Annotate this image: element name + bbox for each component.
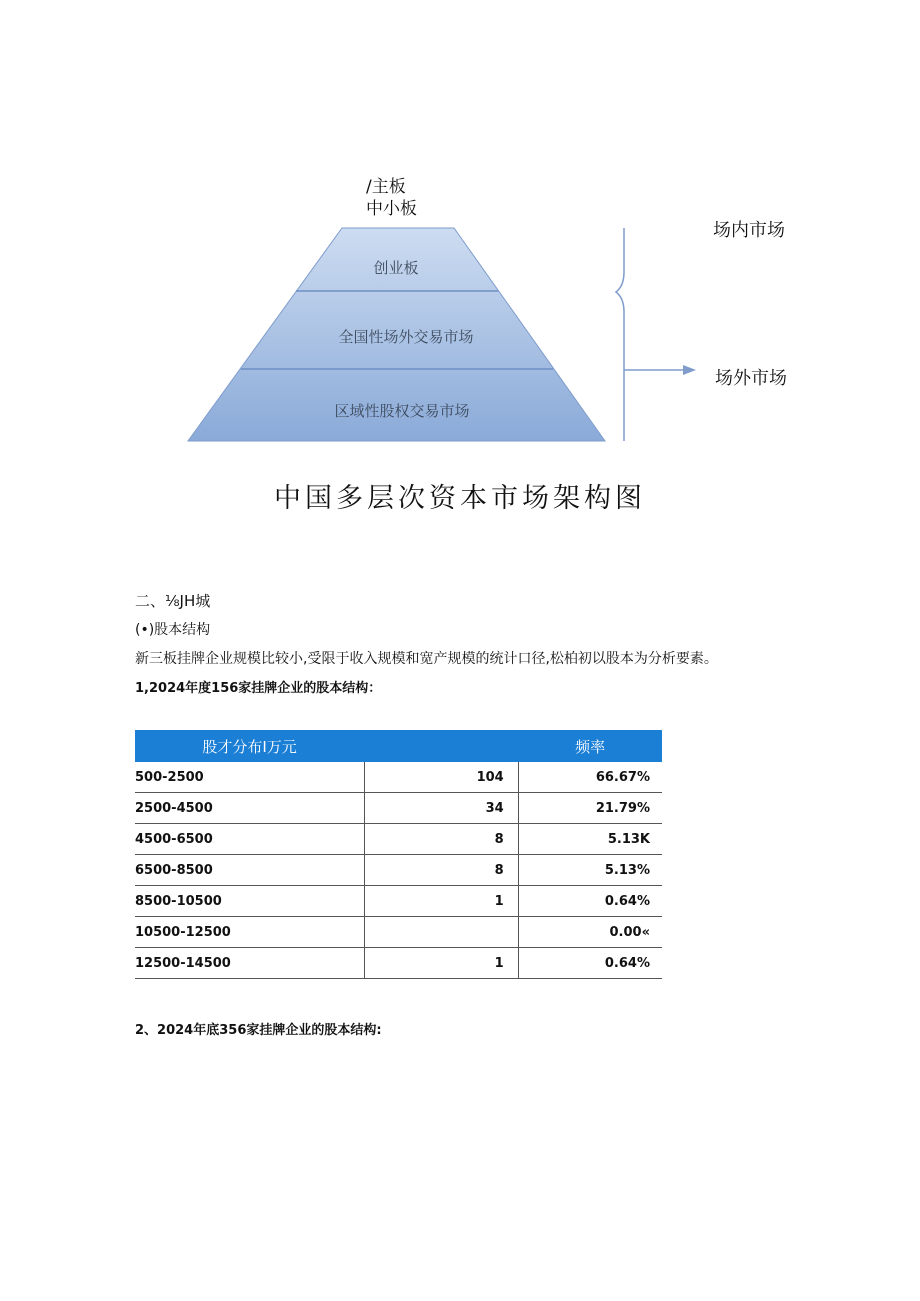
cell-frequency: 0.64% bbox=[518, 948, 662, 979]
header-frequency: 频率 bbox=[518, 730, 662, 762]
header-distribution: 股才分布I万元 bbox=[135, 730, 364, 762]
cell-frequency: 5.13% bbox=[518, 855, 662, 886]
header-count bbox=[364, 730, 518, 762]
cell-frequency: 66.67% bbox=[518, 762, 662, 793]
cell-count: 1 bbox=[364, 886, 518, 917]
tier-label-regional-equity: 区域性股权交易市场 bbox=[334, 402, 470, 420]
section-heading: 二、⅛JH城 bbox=[135, 592, 211, 610]
cell-count: 8 bbox=[364, 855, 518, 886]
list-item-1: 1,2024年度156家挂牌企业的股本结构： bbox=[135, 681, 382, 696]
cell-range: 500-2500 bbox=[135, 762, 364, 793]
equity-distribution-table bbox=[135, 730, 662, 979]
arrow-right-icon bbox=[683, 365, 696, 375]
cell-count: 8 bbox=[364, 824, 518, 855]
list-item-2: 2、2024年底356家挂牌企业的股本结构: bbox=[135, 1023, 382, 1038]
section-paragraph: 新三板挂牌企业规模比较小,受限于收入规模和宽产规模的统计口径,松柏初以股本为分析要素。 bbox=[135, 651, 718, 667]
cell-range: 12500-14500 bbox=[135, 948, 364, 979]
cell-range: 4500-6500 bbox=[135, 824, 364, 855]
cell-count: 34 bbox=[364, 793, 518, 824]
figure-title: 中国多层次资本市场架构图 bbox=[274, 483, 646, 514]
label-on-exchange-market: 场内市场 bbox=[713, 220, 785, 241]
cell-range: 10500-12500 bbox=[135, 917, 364, 948]
cell-frequency: 0.64% bbox=[518, 886, 662, 917]
brace-icon bbox=[616, 228, 624, 441]
cell-frequency: 5.13K bbox=[518, 824, 662, 855]
cell-frequency: 0.00« bbox=[518, 917, 662, 948]
table-row bbox=[135, 948, 662, 979]
cell-range: 6500-8500 bbox=[135, 855, 364, 886]
table-row bbox=[135, 886, 662, 917]
table-row bbox=[135, 793, 662, 824]
table-row bbox=[135, 917, 662, 948]
pyramid-diagram bbox=[180, 220, 720, 450]
table-row bbox=[135, 762, 662, 793]
top-label-sme-board: 中小板 bbox=[366, 199, 417, 219]
tier-label-national-otc: 全国性场外交易市场 bbox=[338, 328, 474, 346]
tier-label-chinext: 创业板 bbox=[373, 259, 419, 277]
top-label-main-board: /主板 bbox=[366, 177, 406, 197]
cell-range: 2500-4500 bbox=[135, 793, 364, 824]
cell-range: 8500-10500 bbox=[135, 886, 364, 917]
section-subheading: (•)股本结构 bbox=[135, 622, 211, 638]
cell-count: 1 bbox=[364, 948, 518, 979]
table-header-row bbox=[135, 730, 662, 762]
cell-frequency: 21.79% bbox=[518, 793, 662, 824]
label-otc-market: 场外市场 bbox=[715, 368, 787, 389]
table-row bbox=[135, 824, 662, 855]
cell-count bbox=[364, 917, 518, 948]
table-row bbox=[135, 855, 662, 886]
cell-count: 104 bbox=[364, 762, 518, 793]
